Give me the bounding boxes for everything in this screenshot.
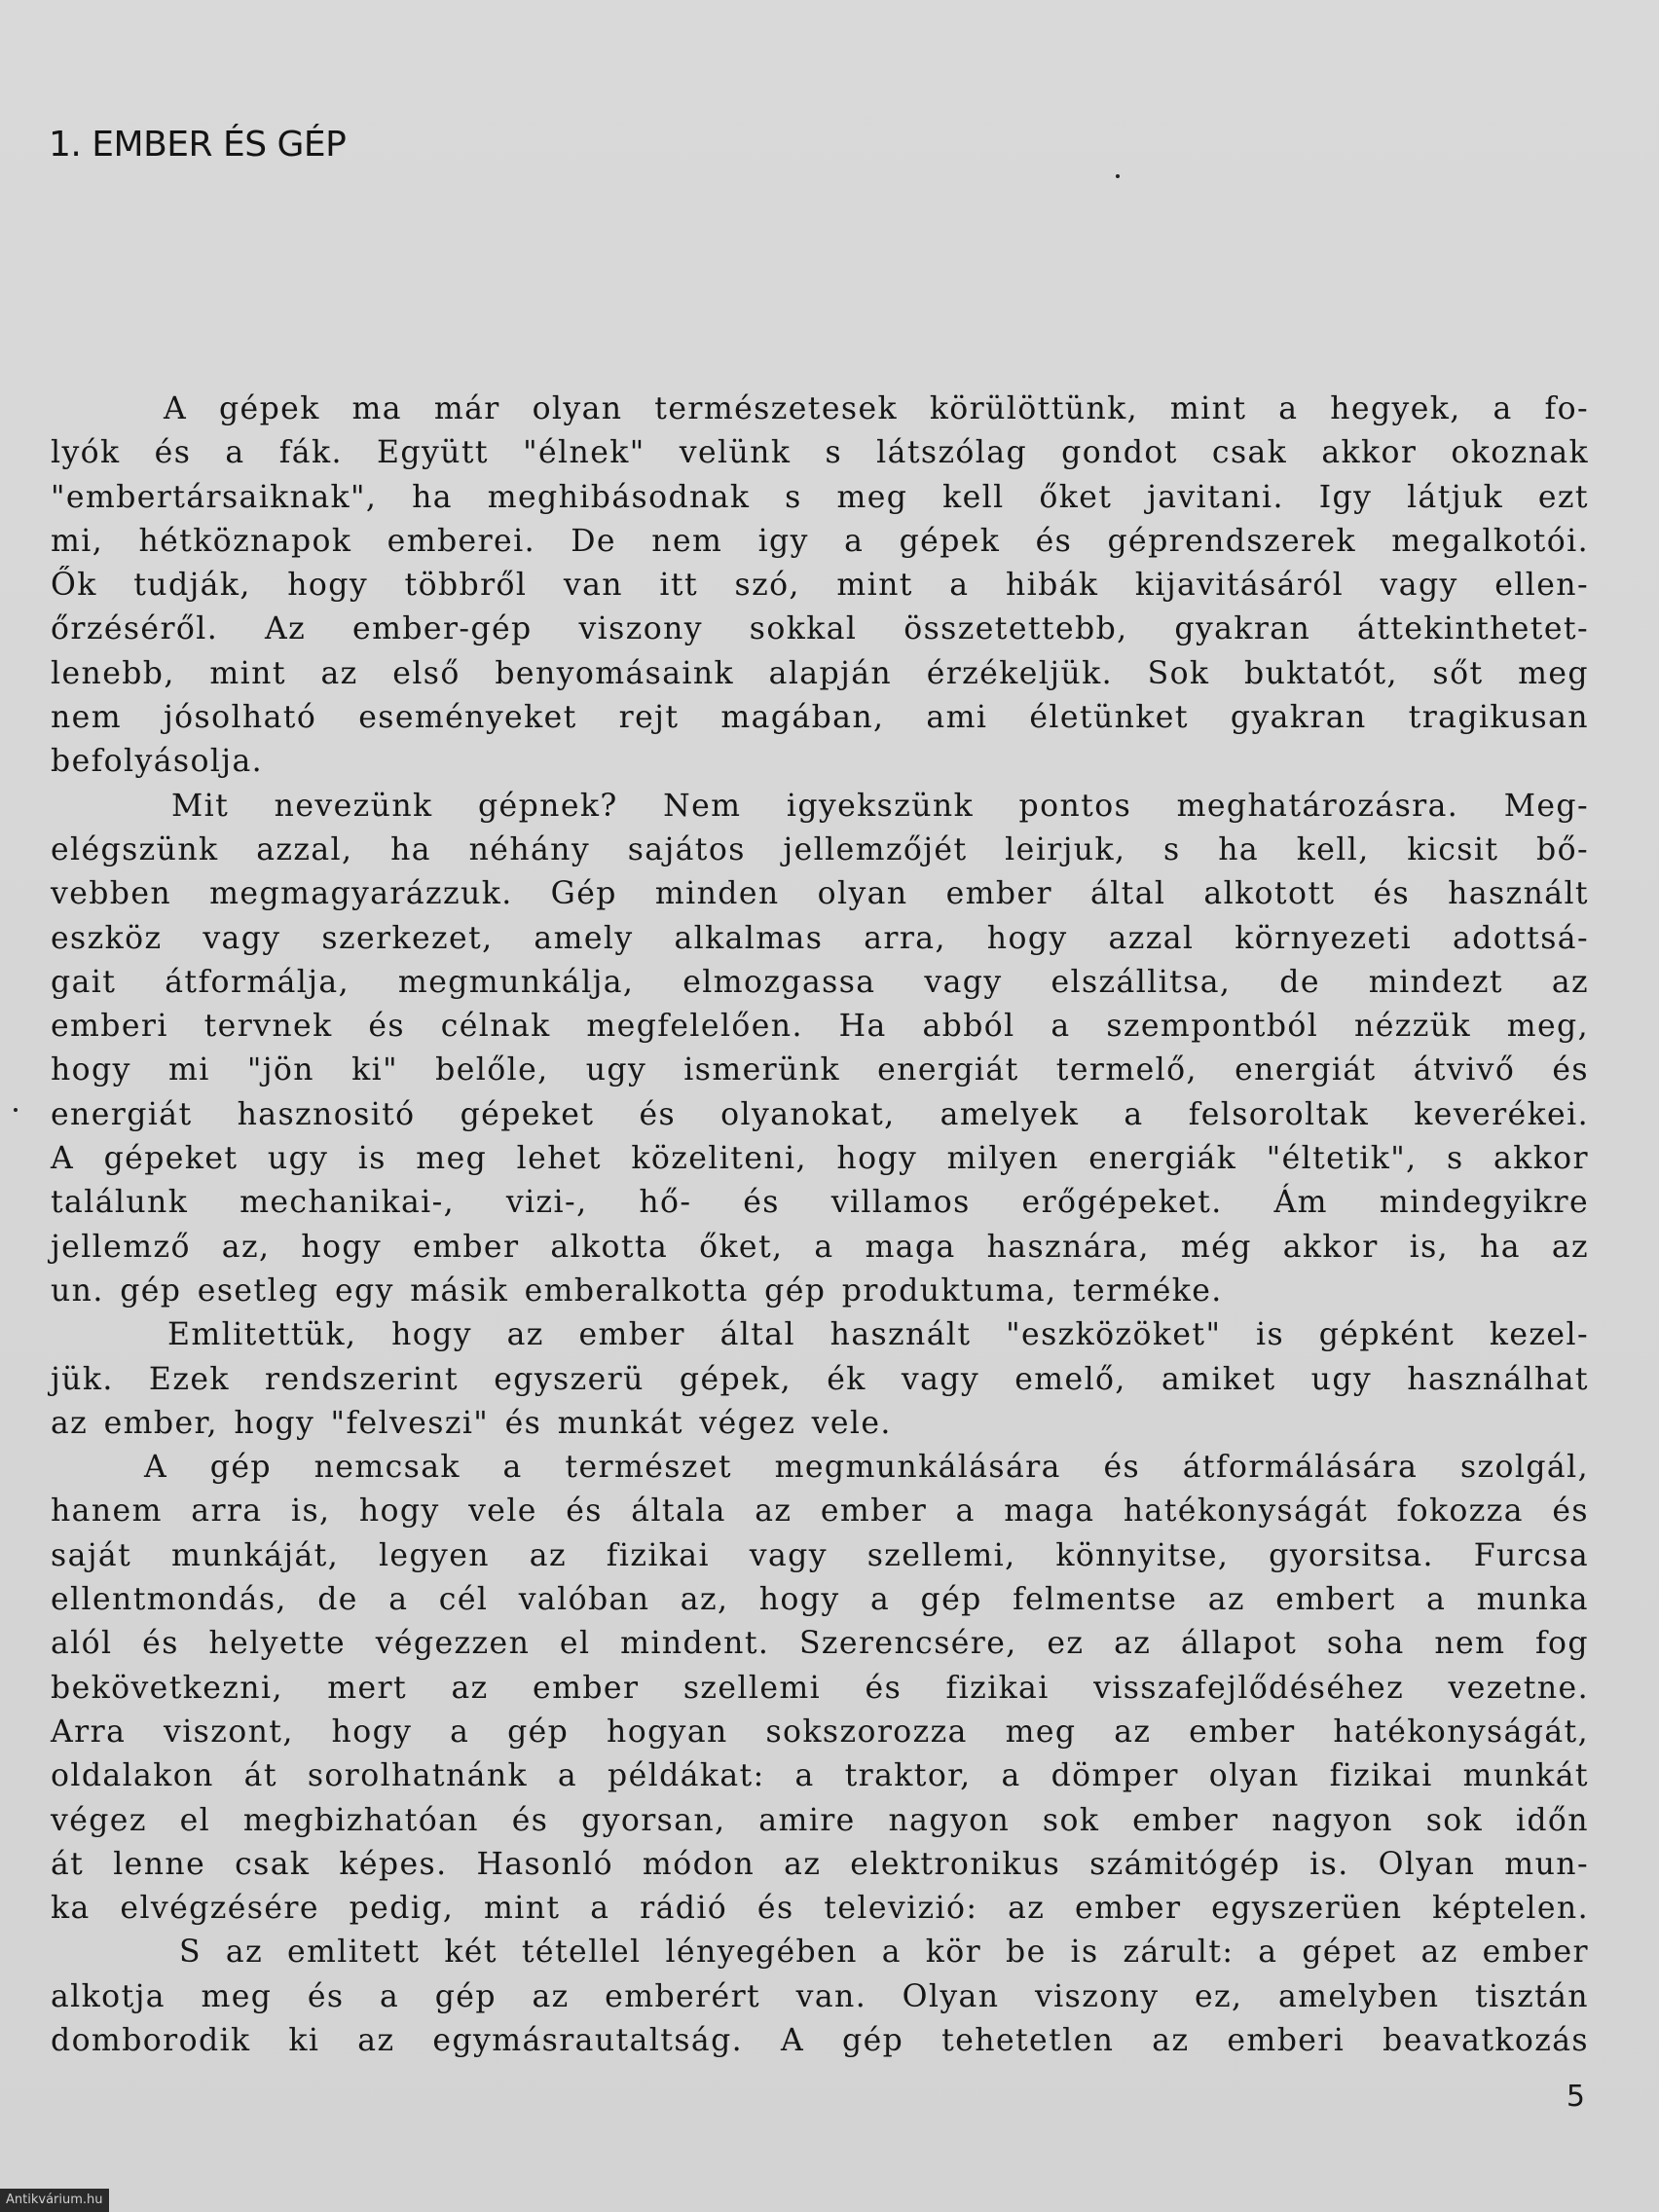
chapter-title: 1. EMBER ÉS GÉP (49, 125, 347, 165)
text-line: A gépeket ugy is meg lehet közeliteni, hogy milyen energiák "éltetik", s akkor (51, 1141, 1589, 1177)
text-line: A gép nemcsak a természet megmunkálására és átformálására szolgál, (144, 1450, 1589, 1486)
text-line: A gépek ma már olyan természetesek körülöttünk, mint a hegyek, a fo- (164, 391, 1589, 426)
text-line: találunk mechanikai-, vizi-, hő- és villamos erőgépeket. Ám mindegyikre (51, 1185, 1589, 1221)
text-line: gait átformálja, megmunkálja, elmozgassa vagy elszállitsa, de mindezt az (51, 964, 1589, 1000)
text-line: Arra viszont, hogy a gép hogyan sokszorozza meg az ember hatékonyságát, (51, 1714, 1589, 1750)
text-line: elégszünk azzal, ha néhány sajátos jellemzőjét leirjuk, s ha kell, kicsit bő- (51, 831, 1589, 867)
print-speck (14, 1108, 18, 1112)
text-line: un. gép esetleg egy másik emberalkotta gép produktuma, terméke. (51, 1272, 1223, 1309)
text-line: végez el megbizhatóan és gyorsan, amire nagyon sok ember nagyon sok időn (51, 1802, 1589, 1838)
text-line: át lenne csak képes. Hasonló módon az elektronikus számitógép is. Olyan mun- (51, 1846, 1589, 1882)
text-line: az ember, hogy "felveszi" és munkát végez vele. (51, 1405, 892, 1441)
text-line: eszköz vagy szerkezet, amely alkalmas arra, hogy azzal környezeti adottsá- (51, 920, 1589, 956)
text-line: energiát hasznositó gépeket és olyanokat, amelyek a felsoroltak keverékei. (51, 1096, 1589, 1132)
text-line: alól és helyette végezzen el mindent. Szerencsére, ez az állapot soha nem fog (51, 1626, 1589, 1662)
page-number: 5 (1566, 2080, 1585, 2114)
text-line: mi, hétköznapok emberei. De nem igy a gépek és géprendszerek megalkotói. (51, 523, 1589, 559)
print-speck (1116, 174, 1120, 178)
text-line: hogy mi "jön ki" belőle, ugy ismerünk energiát termelő, energiát átvivő és (51, 1052, 1589, 1088)
text-line: "embertársaiknak", ha meghibásodnak s meg kell őket javitani. Igy látjuk ezt (51, 479, 1589, 515)
text-line: hanem arra is, hogy vele és általa az ember a maga hatékonyságát fokozza és (51, 1493, 1589, 1530)
text-line: oldalakon át sorolhatnánk a példákat: a traktor, a dömper olyan fizikai munkát (51, 1758, 1589, 1794)
watermark: Antikvárium.hu (0, 2189, 109, 2212)
text-line: vebben megmagyarázzuk. Gép minden olyan ember által alkotott és használt (51, 876, 1589, 912)
text-line: ka elvégzésére pedig, mint a rádió és televizió: az ember egyszerüen képtelen. (51, 1891, 1589, 1927)
text-line: jük. Ezek rendszerint egyszerü gépek, ék vagy emelő, amiket ugy használhat (51, 1361, 1589, 1397)
text-line: befolyásolja. (51, 744, 264, 780)
text-line: lenebb, mint az első benyomásaink alapján érzékeljük. Sok buktatót, sőt meg (51, 655, 1589, 691)
text-line: lyók és a fák. Együtt "élnek" velünk s látszólag gondot csak akkor okoznak (51, 435, 1589, 471)
text-line: alkotja meg és a gép az emberért van. Olyan viszony ez, amelyben tisztán (51, 1978, 1589, 2014)
text-line: Ők tudják, hogy többről van itt szó, mint a hibák kijavitásáról vagy ellen- (51, 568, 1589, 604)
text-line: Emlitettük, hogy az ember által használt "eszközöket" is gépként kezel- (167, 1317, 1589, 1353)
text-line: bekövetkezni, mert az ember szellemi és fizikai visszafejlődéséhez vezetne. (51, 1670, 1589, 1706)
text-line: saját munkáját, legyen az fizikai vagy szellemi, könnyitse, gyorsitsa. Furcsa (51, 1537, 1589, 1573)
text-line: S az emlitett két tétellel lényegében a kör be is zárult: a gépet az ember (179, 1935, 1589, 1971)
text-line: emberi tervnek és célnak megfelelően. Ha abból a szempontból nézzük meg, (51, 1009, 1589, 1045)
text-line: nem jósolható eseményeket rejt magában, ami életünket gyakran tragikusan (51, 700, 1589, 736)
text-line: őrzéséről. Az ember-gép viszony sokkal összetettebb, gyakran áttekinthetet- (51, 611, 1589, 647)
text-line: jellemző az, hogy ember alkotta őket, a maga hasznára, még akkor is, ha az (51, 1229, 1589, 1265)
text-line: ellentmondás, de a cél valóban az, hogy a gép felmentse az embert a munka (51, 1582, 1589, 1618)
text-line: Mit nevezünk gépnek? Nem igyekszünk pontos meghatározásra. Meg- (171, 788, 1589, 824)
body-text (51, 387, 1589, 2063)
text-line: domborodik ki az egymásrautaltság. A gép tehetetlen az emberi beavatkozás (51, 2022, 1589, 2058)
